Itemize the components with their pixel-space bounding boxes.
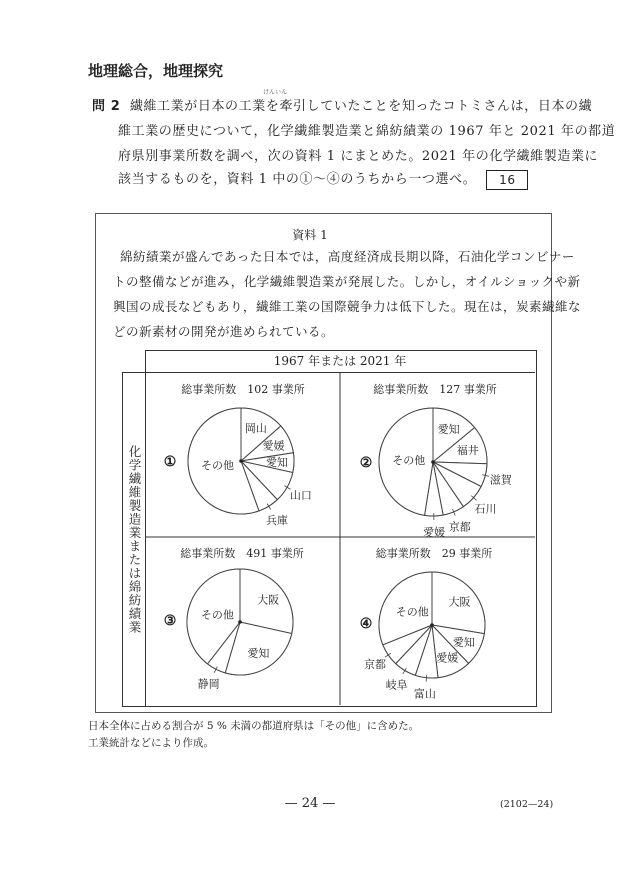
note-2: 工業統計などにより作成。: [88, 737, 214, 749]
slice-label: 愛知: [452, 635, 475, 649]
material-line-4: どの新素材の開発が進められている。: [113, 324, 335, 339]
slice-label: 京都: [364, 657, 387, 671]
question-number: 問 2: [92, 99, 121, 114]
page-code: (2102—24): [500, 799, 554, 810]
pie-marker: ④: [359, 616, 373, 632]
question-text: 繊維工業が日本の工業を牽引していたことを知ったコトミさんは，日本の繊: [129, 99, 593, 114]
slice-label: 山口: [289, 489, 312, 503]
slice-label: 大阪: [448, 595, 471, 609]
question-line-3: 府県別事業所数を調べ，次の資料 1 にまとめた。2021 年の化学繊維製造業に: [118, 149, 599, 164]
pie-center: [430, 623, 434, 627]
page-number: — 24 —: [284, 796, 336, 811]
slice-label: 滋賀: [489, 473, 512, 487]
pie-title: 総事業所数 102 事業所: [181, 383, 305, 396]
slice-label: 石川: [474, 502, 497, 516]
slice-label: 静岡: [197, 677, 220, 691]
slice-label: 岐阜: [385, 678, 408, 692]
pie-title: 総事業所数 491 事業所: [180, 547, 304, 560]
note-1: 日本全体に占める割合が 5 % 未満の都道府県は「その他」に含めた。: [88, 720, 420, 732]
pie-center: [431, 460, 435, 464]
material-line-3: 興国の成長などもあり，繊維工業の国際競争力は低下した。現在は，炭素繊維な: [113, 299, 582, 314]
slice-label: 愛媛: [262, 439, 285, 453]
table-header: 1967 年または 2021 年: [145, 350, 535, 373]
pie-marker: ③: [163, 613, 177, 629]
pie-title: 総事業所数 127 事業所: [373, 383, 497, 396]
slice-label: 愛媛: [436, 651, 459, 665]
slice-label: 京都: [448, 520, 471, 534]
section-title: 地理総合，地理探究: [88, 62, 224, 80]
question-line-2: 維工業の歴史について，化学繊維製造業と綿紡績業の 1967 年と 2021 年の都道: [118, 124, 616, 139]
slice-label: 愛知: [266, 456, 289, 470]
slice-label: 富山: [413, 687, 436, 701]
pie-center: [239, 459, 243, 463]
pie-title: 総事業所数 29 事業所: [375, 547, 493, 560]
slice-label: その他: [200, 608, 234, 622]
slice-label: その他: [201, 459, 235, 473]
slice-label: 愛媛: [423, 525, 446, 539]
row-label: 化学繊維製造業または綿紡績業: [122, 372, 145, 707]
pie-marker: ②: [359, 455, 373, 471]
material-line-1: 綿紡績業が盛んであった日本では，高度経済成長期以降，石油化学コンビナー: [120, 249, 575, 264]
slice-label: 愛知: [437, 422, 460, 436]
slice-label: その他: [392, 454, 426, 468]
material-line-2: トの整備などが進み，化学繊維製造業が発展した。しかし，オイルショックや新: [113, 274, 581, 289]
material-title: 資料 1: [292, 228, 328, 242]
pie-marker: ①: [163, 454, 177, 470]
slice-label: 福井: [456, 444, 479, 458]
slice-label: 大阪: [257, 593, 280, 607]
question-text: 該当するものを，資料 1 中の①～④のうちから一つ選べ。: [118, 172, 477, 187]
answer-box[interactable]: 16: [486, 170, 528, 190]
furigana: けんいん: [263, 89, 288, 96]
slice-label: 兵庫: [266, 513, 289, 527]
slice-label: 岡山: [244, 422, 267, 436]
pie-center: [238, 620, 242, 624]
slice-label: 愛知: [247, 647, 270, 661]
slice-label: その他: [395, 605, 429, 619]
